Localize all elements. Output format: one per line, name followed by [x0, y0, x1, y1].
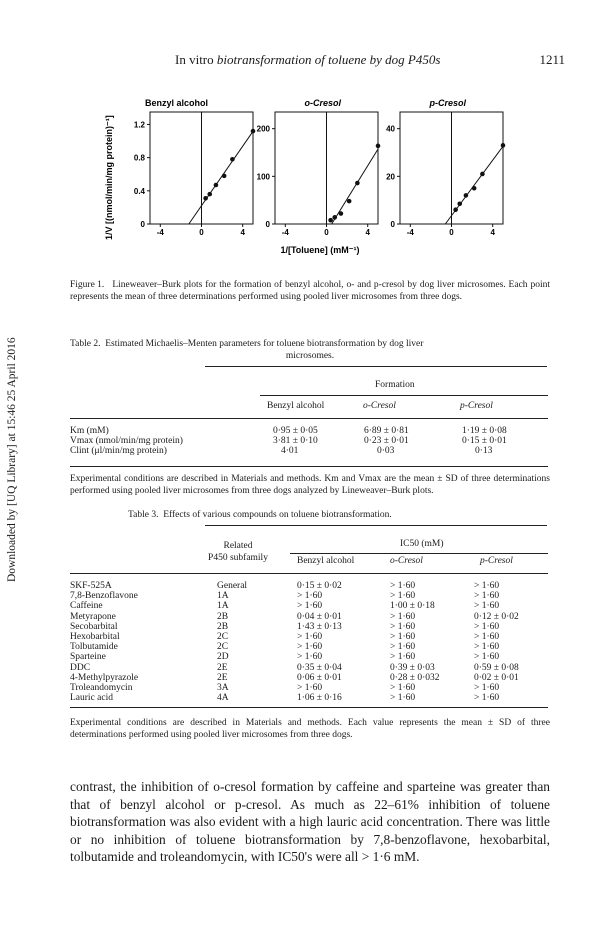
table3-subfamily: General: [217, 581, 248, 591]
x-tick-label: -4: [156, 228, 164, 237]
table3-caption-label: Table 3.: [128, 510, 159, 520]
table3-compound: 4-Methylpyrazole: [70, 672, 139, 683]
table3-bottom-rule: [70, 707, 548, 708]
table2-column-headers: [0, 401, 615, 415]
data-point: [501, 143, 506, 148]
table3-subfamily: 4A: [217, 693, 229, 704]
table3-cell-pcresol: 0·59 ± 0·08: [474, 662, 519, 673]
table3-col-pcresol: p-Cresol: [480, 556, 513, 566]
table3-cell-pcresol: > 1·60: [474, 601, 500, 612]
table3-cell-ocresol: > 1·60: [390, 581, 416, 591]
table2-row-label-km: Km (mM): [70, 426, 109, 436]
regression-line: [445, 146, 503, 224]
data-point: [203, 196, 208, 201]
table3-compound: Troleandomycin: [70, 683, 133, 693]
table3-related-header-2: P450 subfamily: [208, 553, 268, 563]
table3-cell-ocresol: > 1·60: [390, 642, 416, 653]
table3-compound: 7,8-Benzoflavone: [70, 591, 138, 602]
table3-cell-ocresol: > 1·60: [390, 683, 416, 693]
table3-cell-ocresol: > 1·60: [390, 652, 416, 663]
table2-bottom-rule: [70, 466, 548, 467]
table3-cell-pcresol: > 1·60: [474, 581, 500, 591]
table3-related-header-1: Related: [223, 541, 253, 551]
table3-footnote: Experimental conditions are described in Materials and methods. Each value represents the mean ± SD of three determinations performed using pooled liver microsomes from three dogs.: [70, 718, 550, 740]
y-tick-label: 0: [140, 220, 145, 229]
figure-caption-label: Figure 1.: [70, 280, 105, 290]
download-watermark: Downloaded by [UQ Library] at 15:46 25 April 2016: [6, 337, 18, 582]
table3-cell-pcresol: > 1·60: [474, 683, 500, 693]
table3-compound: SKF-525A: [70, 581, 112, 591]
panel-title: p-Cresol: [429, 98, 467, 108]
y-axis-label: 1/V [(nmol/min/mg protein)⁻¹]: [104, 115, 114, 240]
table3-subfamily: 2D: [217, 652, 229, 663]
data-point: [339, 211, 344, 216]
table2-cell: 0·03: [377, 446, 395, 456]
table3-compound: Tolbutamide: [70, 642, 118, 653]
table3-subfamily: 2C: [217, 632, 229, 642]
data-point: [453, 207, 458, 212]
table3-compound: DDC: [70, 662, 91, 673]
table2-group-rule: [260, 395, 548, 396]
table3-cell-benzyl: 0·15 ± 0·02: [297, 581, 342, 591]
table3-cell-benzyl: 1·43 ± 0·13: [297, 621, 342, 632]
table3-compound: Metyrapone: [70, 611, 116, 622]
table2-top-rule: [205, 366, 547, 367]
table3-cell-ocresol: > 1·60: [390, 611, 416, 622]
table3-cell-benzyl: 0·06 ± 0·01: [297, 672, 342, 683]
table2-col-ocresol: o-Cresol: [363, 401, 396, 411]
table3-cell-ocresol: > 1·60: [390, 621, 416, 632]
table3-subfamily: 2B: [217, 621, 229, 632]
table3-cell-ocresol: 0·39 ± 0·03: [390, 662, 435, 673]
panel-title: o-Cresol: [304, 98, 342, 108]
data-point: [251, 129, 256, 134]
table3-cell-benzyl: > 1·60: [297, 632, 323, 642]
body-paragraph: contrast, the inhibition of o-cresol formation by caffeine and sparteine was greater than that of benzyl alcohol or p-cresol. As much as 22–61% inhibition of toluene biotransformation was also evident with a high lauric acid concentration. There was little or no inhibition of toluene biotransformation by 7,8-benzoflavone, hexobarbital, tolbutamide and troleandomycin, with IC50's were all > 1·6 mM.: [70, 779, 550, 865]
table3-cell-pcresol: > 1·60: [474, 632, 500, 642]
data-point: [332, 215, 337, 220]
y-tick-label: 40: [386, 124, 395, 134]
table2-cell: 0·15 ± 0·01: [462, 436, 507, 446]
y-tick-label: 0.4: [133, 186, 145, 196]
lineweaver-burk-plots: [100, 90, 540, 270]
x-tick-label: 0: [199, 228, 204, 237]
table3-cell-ocresol: 0·28 ± 0·032: [390, 672, 440, 683]
table3-cell-pcresol: > 1·60: [474, 621, 500, 632]
table2-header-rule: [70, 418, 548, 419]
x-tick-label: 4: [240, 228, 245, 237]
table3-cell-benzyl: > 1·60: [297, 642, 323, 653]
table3-cell-pcresol: 0·12 ± 0·02: [474, 611, 519, 622]
table3-cell-ocresol: 1·00 ± 0·18: [390, 601, 435, 612]
table3-group-header: IC50 (mM): [400, 539, 444, 549]
y-tick-label: 0: [265, 220, 270, 229]
x-tick-label: 4: [365, 228, 370, 237]
data-point: [376, 144, 381, 149]
table3-col-benzyl: Benzyl alcohol: [297, 556, 355, 566]
table3-column-headers: [0, 556, 615, 569]
table3-compound: Lauric acid: [70, 693, 113, 704]
table2-row-label-vmax: Vmax (nmol/min/mg protein): [70, 436, 183, 446]
regression-line: [189, 131, 253, 224]
table3-cell-pcresol: 0·02 ± 0·01: [474, 672, 519, 683]
table3-cell-ocresol: > 1·60: [390, 693, 416, 704]
table2-cell: 6·89 ± 0·81: [364, 426, 409, 436]
table3-cell-ocresol: > 1·60: [390, 632, 416, 642]
y-tick-label: 100: [256, 172, 270, 182]
x-tick-label: -4: [281, 228, 289, 237]
y-tick-label: 200: [256, 124, 270, 134]
table2-col-benzyl: Benzyl alcohol: [267, 401, 325, 411]
table3-cell-pcresol: > 1·60: [474, 642, 500, 653]
table2-group-header: Formation: [375, 380, 415, 390]
table3-cell-benzyl: > 1·60: [297, 601, 323, 612]
x-tick-label: 0: [324, 228, 329, 237]
table2-cell: 0·13: [475, 446, 493, 456]
table3-compound: Hexobarbital: [70, 632, 120, 642]
table3-body: [0, 581, 615, 711]
table2-caption-text: Estimated Michaelis–Menten parameters for toluene biotransformation by dog liver: [105, 339, 424, 349]
table3-cell-benzyl: > 1·60: [297, 683, 323, 693]
x-tick-label: 0: [449, 228, 454, 237]
table3-subfamily: 2E: [217, 672, 228, 683]
table2-caption-label: Table 2.: [70, 339, 101, 349]
table3-header-rule: [70, 573, 548, 574]
data-point: [464, 193, 469, 198]
table3-compound: Caffeine: [70, 601, 103, 612]
table3-cell-pcresol: > 1·60: [474, 652, 500, 663]
table3-subfamily: 2B: [217, 611, 229, 622]
y-tick-label: 0.8: [133, 153, 145, 163]
data-point: [222, 174, 227, 179]
table3-caption-text: Effects of various compounds on toluene biotransformation.: [163, 510, 392, 520]
table3-top-rule: [205, 525, 547, 526]
table3-col-ocresol: o-Cresol: [390, 556, 423, 566]
table2-cell: 4·01: [281, 446, 299, 456]
table2-cell: 1·19 ± 0·08: [462, 426, 507, 436]
x-axis-label: 1/[Toluene] (mM⁻¹): [280, 245, 360, 255]
regression-line: [332, 149, 378, 224]
table3-compound: Secobarbital: [70, 621, 118, 632]
panel-title: Benzyl alcohol: [145, 98, 209, 108]
figure-caption-text: Lineweaver–Burk plots for the formation of benzyl alcohol, o- and p-cresol by dog liver microsomes. Each point represents the mean of three determinations performed using pooled liver microsomes from three dogs.: [70, 280, 550, 302]
y-tick-label: 0: [390, 220, 395, 229]
table3-cell-benzyl: 0·35 ± 0·04: [297, 662, 342, 673]
table3-cell-benzyl: > 1·60: [297, 591, 323, 602]
table3-cell-pcresol: > 1·60: [474, 693, 500, 704]
table3-compound: Sparteine: [70, 652, 106, 663]
table3-caption: [128, 510, 528, 520]
table3-subfamily: 3A: [217, 683, 229, 693]
figure-1: [100, 90, 540, 270]
table3-subfamily: 2E: [217, 662, 228, 673]
data-point: [347, 199, 352, 204]
y-tick-label: 1.2: [133, 120, 145, 130]
table2-col-pcresol: p-Cresol: [460, 401, 493, 411]
table3-group-rule: [290, 553, 548, 554]
x-tick-label: -4: [406, 228, 414, 237]
table3-cell-benzyl: > 1·60: [297, 652, 323, 663]
y-tick-label: 20: [386, 172, 395, 182]
table2-cell: 0·95 ± 0·05: [273, 426, 318, 436]
table2-cell: 0·23 ± 0·01: [364, 436, 409, 446]
table2-row-label-clint: Clint (μl/min/mg protein): [70, 446, 167, 456]
figure-caption: [70, 279, 550, 303]
table2-caption-text2: microsomes.: [285, 351, 335, 361]
table3-subfamily: 1A: [217, 601, 229, 612]
data-point: [328, 218, 333, 223]
data-point: [480, 172, 485, 177]
page-number: 1211: [539, 52, 565, 67]
data-point: [355, 181, 360, 186]
table3-cell-pcresol: > 1·60: [474, 591, 500, 602]
table2-footnote: Experimental conditions are described in Materials and methods. Km and Vmax are the mean ± SD of three determinations performed using pooled liver microsomes from three dogs analyzed by Lineweaver–Burk plots.: [70, 474, 550, 496]
table2-caption: [70, 338, 550, 362]
table2-cell: 3·81 ± 0·10: [273, 436, 318, 446]
data-point: [230, 157, 235, 162]
data-point: [457, 201, 462, 206]
x-tick-label: 4: [490, 228, 495, 237]
table3-subfamily: 1A: [217, 591, 229, 602]
table3-cell-benzyl: 0·04 ± 0·01: [297, 611, 342, 622]
running-head-title: In vitro biotransformation of toluene by dog P450s: [175, 52, 441, 67]
data-point: [214, 183, 219, 188]
table3-cell-ocresol: > 1·60: [390, 591, 416, 602]
data-point: [207, 192, 212, 197]
data-point: [472, 186, 477, 191]
table3-cell-benzyl: 1·06 ± 0·16: [297, 693, 342, 704]
table3-subfamily: 2C: [217, 642, 229, 653]
